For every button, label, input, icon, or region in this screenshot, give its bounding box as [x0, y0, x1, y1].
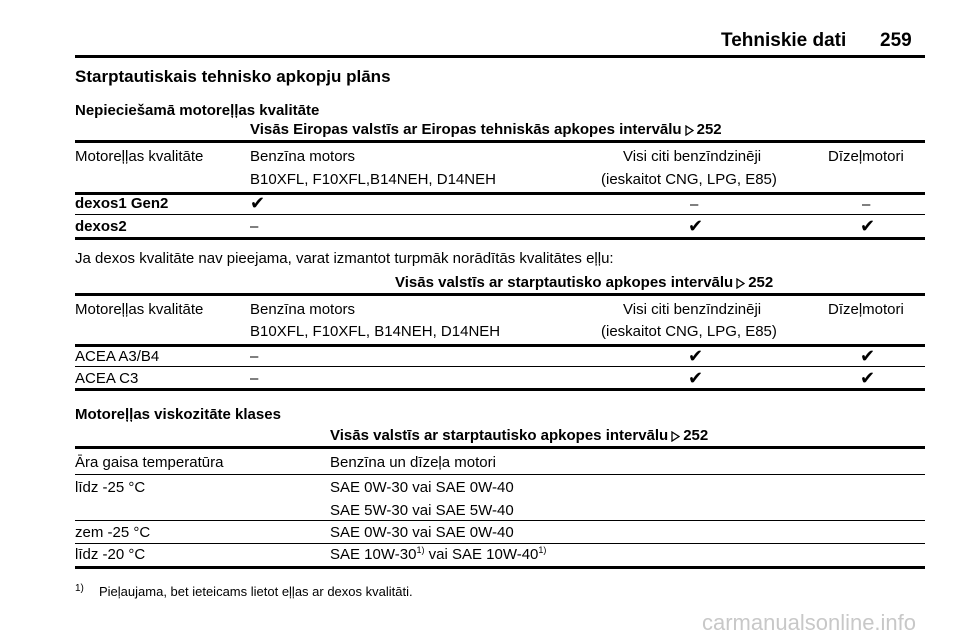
check-mark-icon: ✔ [860, 368, 876, 388]
page-number: 259 [880, 30, 912, 51]
table1-cell: – [862, 196, 871, 213]
viscosity-header-rule [75, 474, 925, 475]
table2-col-petrol: Benzīna motors [250, 301, 356, 318]
table2-col-other-petrol-note: (ieskaitot CNG, LPG, E85) [601, 323, 777, 340]
table1-col-petrol-engines: B10XFL, F10XFL,B14NEH, D14NEH [250, 171, 496, 188]
table1-bottom-rule [75, 237, 925, 240]
arrow-triangle-icon [736, 278, 745, 289]
table2-row-label: ACEA C3 [75, 370, 139, 387]
viscosity-row-temp: līdz -20 °C [75, 546, 146, 563]
table2-col-other-petrol: Visi citi benzīndzinēji [623, 301, 762, 318]
table2-row-divider [75, 366, 925, 367]
table2-caption: Visās valstīs ar starptautisko apkopes intervālu 252 [395, 274, 774, 291]
table1-col-diesel: Dīzeļmotori [828, 148, 904, 165]
viscosity-caption: Visās valstīs ar starptautisko apkopes intervālu 252 [330, 427, 709, 444]
table1-cell: – [250, 218, 259, 235]
viscosity-heading: Motoreļļas viskozitāte klases [75, 406, 281, 423]
table2-row-label: ACEA A3/B4 [75, 348, 160, 365]
check-mark-icon: ✔ [688, 368, 704, 388]
table1-col-other-petrol: Visi citi benzīndzinēji [623, 148, 762, 165]
table2-col-quality: Motoreļļas kvalitāte [75, 301, 204, 318]
watermark-text: carmanualsonline.info [702, 610, 917, 635]
footnote-marker: 1) [75, 583, 84, 594]
footnote-ref: 1) [416, 545, 425, 555]
check-mark-icon: ✔ [860, 346, 876, 366]
viscosity-top-rule [75, 446, 925, 449]
viscosity-bottom-rule [75, 566, 925, 569]
viscosity-row-temp: zem -25 °C [75, 524, 151, 541]
viscosity-row-grade: SAE 10W-30$^{1)}$ vai SAE 10W-40$^{1)}$ [330, 545, 547, 563]
page-title: Starptautiskais tehnisko apkopju plāns [75, 67, 391, 86]
viscosity-row-temp: līdz -25 °C [75, 479, 146, 496]
table2-cell: – [250, 348, 259, 365]
table1-header-rule [75, 192, 925, 195]
table2-col-petrol-engines: B10XFL, F10XFL, B14NEH, D14NEH [250, 323, 501, 340]
header-rule [75, 55, 925, 58]
table1-col-quality: Motoreļļas kvalitāte [75, 148, 204, 165]
check-mark-icon: ✔ [250, 193, 266, 213]
viscosity-row-grade: SAE 0W-30 vai SAE 0W-40 [330, 524, 514, 541]
table1-col-other-petrol-note: (ieskaitot CNG, LPG, E85) [601, 171, 777, 188]
table1-col-petrol: Benzīna motors [250, 148, 356, 165]
viscosity-row-grade: SAE 0W-30 vai SAE 0W-40 [330, 479, 514, 496]
check-mark-icon: ✔ [688, 216, 704, 236]
viscosity-row-divider [75, 543, 925, 544]
viscosity-col-temperature: Āra gaisa temperatūra [75, 454, 224, 471]
oil-quality-heading: Nepieciešamā motoreļļas kvalitāte [75, 102, 320, 119]
page-section-title: Tehniskie dati [721, 30, 847, 51]
table2-top-rule [75, 293, 925, 296]
check-mark-icon: ✔ [688, 346, 704, 366]
footnote-text: Pieļaujama, bet ieteicams lietot eļļas ar dexos kvalitāti. [99, 584, 413, 599]
table1-cell: – [690, 196, 699, 213]
table1-row-divider [75, 214, 925, 215]
table1-row-label: dexos1 Gen2 [75, 195, 169, 212]
viscosity-row-divider [75, 520, 925, 521]
table1-top-rule [75, 140, 925, 143]
table2-bottom-rule [75, 388, 925, 391]
alternative-oil-note: Ja dexos kvalitāte nav pieejama, varat izmantot turpmāk norādītās kvalitātes eļļu: [75, 250, 614, 267]
viscosity-col-engines: Benzīna un dīzeļa motori [330, 454, 496, 471]
table1-row-label: dexos2 [75, 218, 127, 235]
table2-cell: – [250, 370, 259, 387]
viscosity-row-grade: SAE 5W-30 vai SAE 5W-40 [330, 502, 514, 519]
table2-header-rule [75, 344, 925, 347]
table1-caption: Visās Eiropas valstīs ar Eiropas tehniskās apkopes intervālu 252 [250, 121, 722, 138]
arrow-triangle-icon [685, 125, 694, 136]
check-mark-icon: ✔ [860, 216, 876, 236]
footnote-ref: 1) [538, 545, 547, 555]
table2-col-diesel: Dīzeļmotori [828, 301, 904, 318]
arrow-triangle-icon [671, 431, 680, 442]
